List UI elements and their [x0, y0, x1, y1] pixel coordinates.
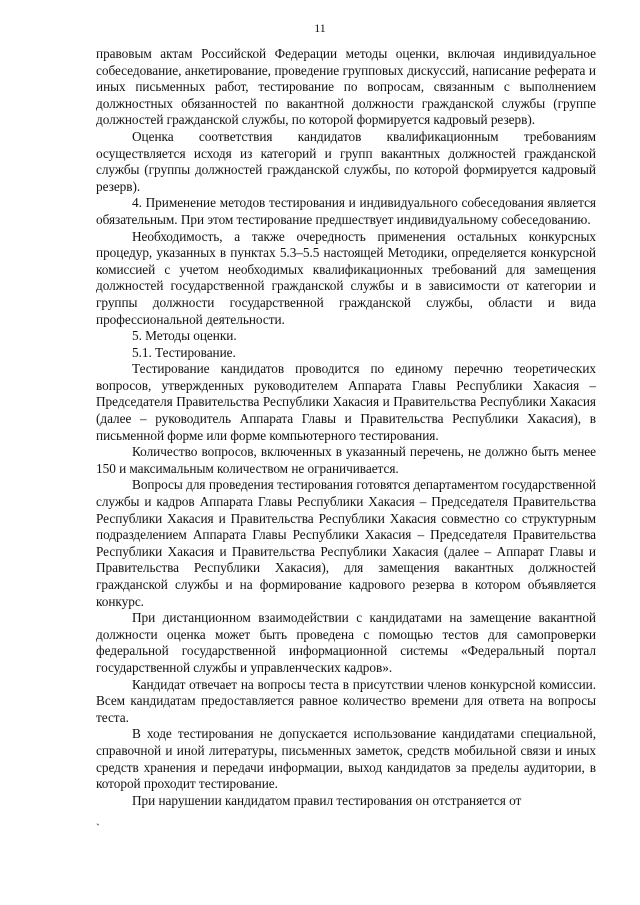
paragraph-question-preparation: Вопросы для проведения тестирования готовятся департаментом государственной службы и кадров Аппарата Главы Республики Хакасия – Председателя Правительства Республики Хакасия и Правительства Республики Хакасия совместно со структурным подразделением Аппарата Главы Республики Хакасия – Председателя Правительства Республики Хакасия и Правительства Республики Хакасия (далее – Аппарат Главы и Правительства Республики Хакасия), для замещения вакантных должностей гражданской службы и на формирование кадрового резерва в котором объявляется конкурс. — [96, 477, 596, 609]
paragraph-question-count: Количество вопросов, включенных в указанный перечень, не должно быть менее 150 и максимальным количеством не ограничивается. — [96, 444, 596, 476]
paragraph-item-4: 4. Применение методов тестирования и индивидуального собеседования является обязательным. При этом тестирование предшествует индивидуальному собеседованию. — [96, 195, 596, 227]
paragraph-continuation: правовым актам Российской Федерации методы оценки, включая индивидуальное собеседование, анкетирование, проведение групповых дискуссий, написание реферата и иных письменных работ, тестирование по вопросам, связанным с выполнением должностных обязанностей по вакантной должности гражданской службы (группе должностей гражданской службы, по которой формируется кадровый резерв). — [96, 46, 596, 128]
paragraph-remote-testing: При дистанционном взаимодействии с кандидатами на замещение вакантной должности оценка может быть проведена с помощью тестов для самопроверки федеральной государственной информационной системы «Федеральный портал государственной службы и управленческих кадров». — [96, 610, 596, 675]
paragraph-procedures: Необходимость, а также очередность применения остальных конкурсных процедур, указанных в пунктах 5.3–5.5 настоящей Методики, определяется конкурсной комиссией с учетом необходимых квалификационных требований для замещения должностей государственной гражданской службы и в зависимости от категории и группы должности государственной гражданской службы, области и вида профессиональной деятельности. — [96, 228, 596, 327]
document-body — [96, 46, 596, 809]
section-heading-5: 5. Методы оценки. — [132, 328, 237, 344]
stray-mark: ` — [96, 821, 100, 835]
paragraph-candidate-answers: Кандидат отвечает на вопросы теста в присутствии членов конкурсной комиссии. Всем кандидатам предоставляется равное количество времени для ответа на вопросы теста. — [96, 676, 596, 725]
paragraph-testing: Тестирование кандидатов проводится по единому перечню теоретических вопросов, утвержденных руководителем Аппарата Главы Республики Хакасия – Председателя Правительства Республики Хакасия и Правительства Республики Хакасия (далее – руководитель Аппарата Главы и Правительства Республики Хакасия), в письменной форме или форме компьютерного тестирования. — [96, 361, 596, 443]
paragraph-violation: При нарушении кандидатом правил тестирования он отстраняется от — [132, 792, 522, 808]
page-number: 11 — [314, 21, 326, 35]
paragraph-prohibitions: В ходе тестирования не допускается использование кандидатами специальной, справочной и иной литературы, письменных заметок, средств мобильной связи и иных средств хранения и передачи информации, выход кандидатов за пределы аудитории, в которой проходит тестирование. — [96, 726, 596, 792]
section-heading-5-1: 5.1. Тестирование. — [132, 344, 236, 360]
paragraph-assessment: Оценка соответствия кандидатов квалификационным требованиям осуществляется исходя из категорий и групп вакантных должностей гражданской службы (группы должностей гражданской службы, по которой формируется кадровый резерв). — [96, 128, 596, 194]
